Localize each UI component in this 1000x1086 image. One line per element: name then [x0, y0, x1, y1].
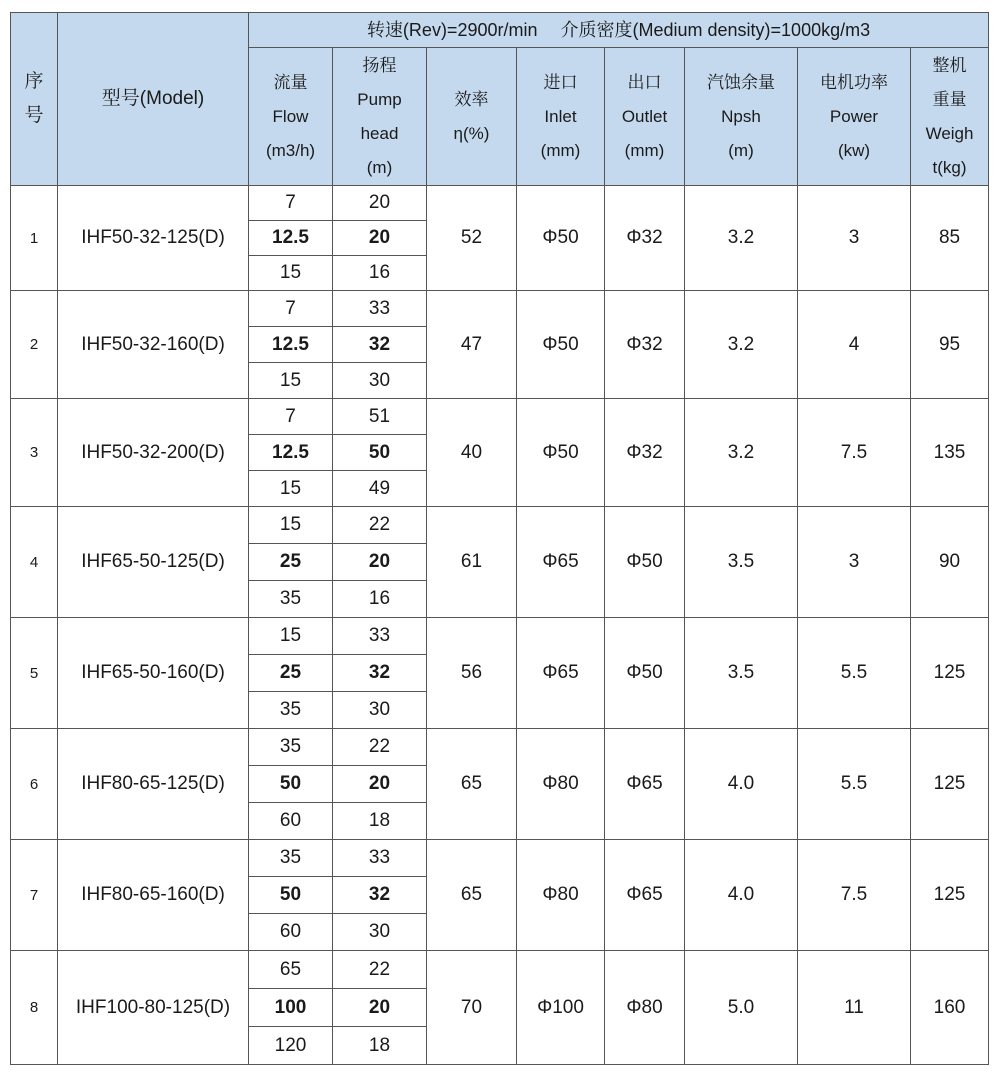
- head-cell: 22: [333, 951, 427, 989]
- flow-cell: 120: [249, 1027, 333, 1065]
- power-cell: 11: [798, 951, 911, 1065]
- head-cell: 33: [333, 291, 427, 327]
- flow-cell: 50: [249, 877, 333, 914]
- weight-cell: 125: [911, 618, 989, 729]
- flow-cell: 15: [249, 618, 333, 655]
- flow-cell: 35: [249, 840, 333, 877]
- weight-cell: 90: [911, 507, 989, 618]
- outlet-cell: Φ32: [605, 186, 685, 291]
- weight-cell: 125: [911, 840, 989, 951]
- model-cell: IHF80-65-160(D): [58, 840, 249, 951]
- model-cell: IHF50-32-125(D): [58, 186, 249, 291]
- power-cell: 7.5: [798, 399, 911, 507]
- weight-cell: 135: [911, 399, 989, 507]
- flow-cell: 7: [249, 291, 333, 327]
- head-cell: 16: [333, 256, 427, 291]
- header-inlet: 进口 Inlet (mm): [517, 48, 605, 186]
- flow-cell: 60: [249, 914, 333, 951]
- npsh-cell: 4.0: [685, 840, 798, 951]
- head-cell: 18: [333, 803, 427, 840]
- model-cell: IHF50-32-200(D): [58, 399, 249, 507]
- table-row: [11, 507, 989, 544]
- efficiency-cell: 65: [427, 729, 517, 840]
- index-cell: 1: [11, 186, 58, 291]
- head-cell: 22: [333, 507, 427, 544]
- head-cell: 32: [333, 655, 427, 692]
- head-cell: 16: [333, 581, 427, 618]
- outlet-cell: Φ32: [605, 291, 685, 399]
- table-row: [11, 399, 989, 435]
- inlet-cell: Φ100: [517, 951, 605, 1065]
- efficiency-cell: 70: [427, 951, 517, 1065]
- model-cell: IHF65-50-160(D): [58, 618, 249, 729]
- inlet-cell: Φ50: [517, 186, 605, 291]
- table-row: [11, 618, 989, 655]
- model-cell: IHF80-65-125(D): [58, 729, 249, 840]
- head-cell: 33: [333, 840, 427, 877]
- header-outlet: 出口 Outlet (mm): [605, 48, 685, 186]
- header-npsh: 汽蚀余量 Npsh (m): [685, 48, 798, 186]
- efficiency-cell: 61: [427, 507, 517, 618]
- npsh-cell: 3.5: [685, 618, 798, 729]
- power-cell: 5.5: [798, 729, 911, 840]
- flow-cell: 15: [249, 471, 333, 507]
- power-cell: 3: [798, 507, 911, 618]
- npsh-cell: 3.5: [685, 507, 798, 618]
- table-row: [11, 729, 989, 766]
- flow-cell: 7: [249, 399, 333, 435]
- weight-cell: 85: [911, 186, 989, 291]
- efficiency-cell: 47: [427, 291, 517, 399]
- model-cell: IHF100-80-125(D): [58, 951, 249, 1065]
- head-cell: 20: [333, 186, 427, 221]
- flow-cell: 65: [249, 951, 333, 989]
- flow-cell: 25: [249, 655, 333, 692]
- head-cell: 20: [333, 766, 427, 803]
- flow-cell: 7: [249, 186, 333, 221]
- head-cell: 22: [333, 729, 427, 766]
- outlet-cell: Φ65: [605, 840, 685, 951]
- flow-cell: 15: [249, 256, 333, 291]
- model-cell: IHF65-50-125(D): [58, 507, 249, 618]
- head-cell: 50: [333, 435, 427, 471]
- head-cell: 18: [333, 1027, 427, 1065]
- index-cell: 5: [11, 618, 58, 729]
- flow-cell: 50: [249, 766, 333, 803]
- head-cell: 30: [333, 914, 427, 951]
- table-body: [11, 186, 989, 1065]
- head-cell: 30: [333, 363, 427, 399]
- outlet-cell: Φ50: [605, 618, 685, 729]
- flow-cell: 100: [249, 989, 333, 1027]
- flow-cell: 12.5: [249, 435, 333, 471]
- efficiency-cell: 56: [427, 618, 517, 729]
- head-cell: 30: [333, 692, 427, 729]
- index-cell: 4: [11, 507, 58, 618]
- head-cell: 20: [333, 221, 427, 256]
- header-power: 电机功率 Power (kw): [798, 48, 911, 186]
- table-row: [11, 840, 989, 877]
- power-cell: 3: [798, 186, 911, 291]
- inlet-cell: Φ80: [517, 729, 605, 840]
- flow-cell: 25: [249, 544, 333, 581]
- efficiency-cell: 40: [427, 399, 517, 507]
- outlet-cell: Φ80: [605, 951, 685, 1065]
- npsh-cell: 4.0: [685, 729, 798, 840]
- flow-cell: 15: [249, 363, 333, 399]
- index-cell: 2: [11, 291, 58, 399]
- model-cell: IHF50-32-160(D): [58, 291, 249, 399]
- outlet-cell: Φ65: [605, 729, 685, 840]
- table-row: [11, 291, 989, 327]
- head-cell: 33: [333, 618, 427, 655]
- head-cell: 20: [333, 544, 427, 581]
- header-title: 转速(Rev)=2900r/min 介质密度(Medium density)=1000kg/m3: [249, 13, 989, 48]
- head-cell: 32: [333, 327, 427, 363]
- outlet-cell: Φ32: [605, 399, 685, 507]
- inlet-cell: Φ65: [517, 507, 605, 618]
- head-cell: 51: [333, 399, 427, 435]
- flow-cell: 12.5: [249, 221, 333, 256]
- inlet-cell: Φ50: [517, 399, 605, 507]
- table-row: [11, 951, 989, 989]
- weight-cell: 125: [911, 729, 989, 840]
- efficiency-cell: 52: [427, 186, 517, 291]
- index-cell: 6: [11, 729, 58, 840]
- npsh-cell: 3.2: [685, 291, 798, 399]
- flow-cell: 15: [249, 507, 333, 544]
- flow-cell: 12.5: [249, 327, 333, 363]
- flow-cell: 35: [249, 581, 333, 618]
- head-cell: 49: [333, 471, 427, 507]
- npsh-cell: 3.2: [685, 399, 798, 507]
- pump-spec-table: [10, 12, 989, 1065]
- head-cell: 32: [333, 877, 427, 914]
- header-flow: 流量 Flow (m3/h): [249, 48, 333, 186]
- index-cell: 8: [11, 951, 58, 1065]
- weight-cell: 95: [911, 291, 989, 399]
- outlet-cell: Φ50: [605, 507, 685, 618]
- inlet-cell: Φ65: [517, 618, 605, 729]
- head-cell: 20: [333, 989, 427, 1027]
- inlet-cell: Φ50: [517, 291, 605, 399]
- header-model: 型号(Model): [58, 13, 249, 186]
- flow-cell: 35: [249, 729, 333, 766]
- header-efficiency: 效率 η(%): [427, 48, 517, 186]
- npsh-cell: 5.0: [685, 951, 798, 1065]
- inlet-cell: Φ80: [517, 840, 605, 951]
- flow-cell: 60: [249, 803, 333, 840]
- power-cell: 7.5: [798, 840, 911, 951]
- flow-cell: 35: [249, 692, 333, 729]
- table-row: [11, 186, 989, 221]
- weight-cell: 160: [911, 951, 989, 1065]
- index-cell: 3: [11, 399, 58, 507]
- header-weight: 整机 重量 Weigh t(kg): [911, 48, 989, 186]
- index-cell: 7: [11, 840, 58, 951]
- npsh-cell: 3.2: [685, 186, 798, 291]
- efficiency-cell: 65: [427, 840, 517, 951]
- power-cell: 5.5: [798, 618, 911, 729]
- power-cell: 4: [798, 291, 911, 399]
- header-index: 序 号: [11, 13, 58, 186]
- header-head: 扬程 Pump head (m): [333, 48, 427, 186]
